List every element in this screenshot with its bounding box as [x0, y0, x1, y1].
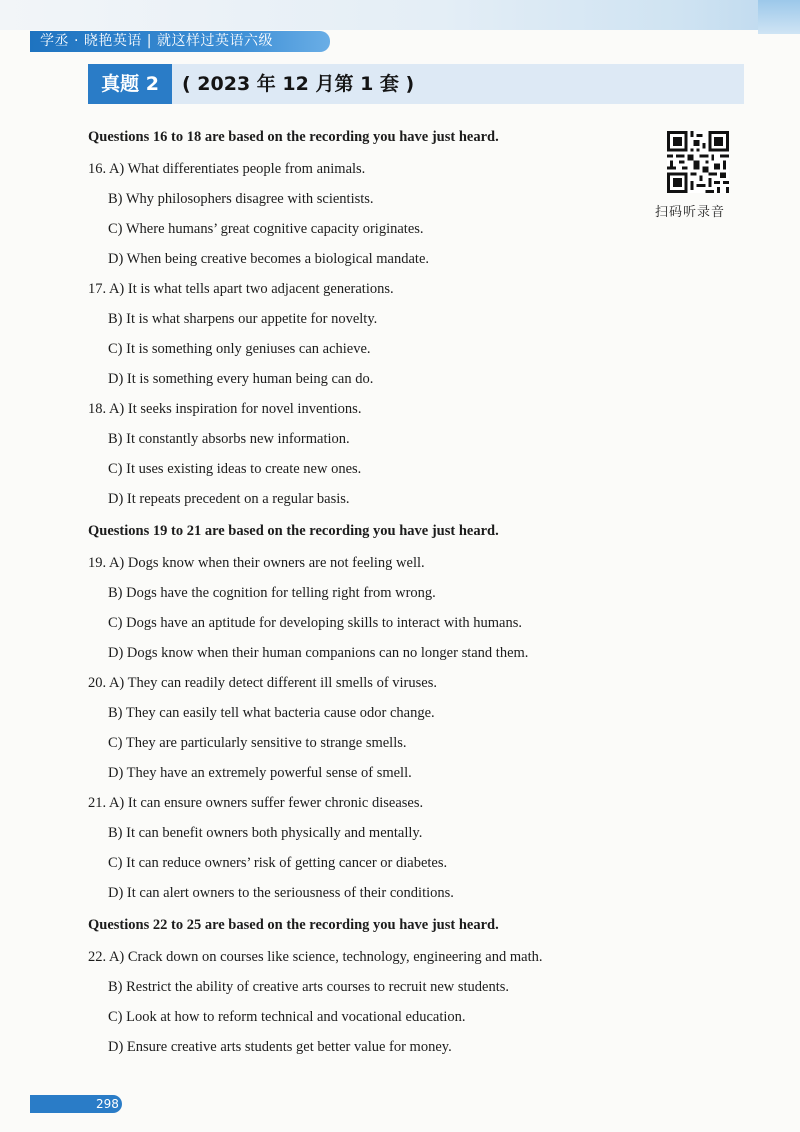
option-line: D) When being creative becomes a biological mandate.	[108, 251, 430, 267]
option-line: C) It can reduce owners’ risk of getting cancer or diabetes.	[108, 855, 448, 871]
title-bar	[88, 64, 744, 104]
option-line: B) Dogs have the cognition for telling right from wrong.	[108, 585, 436, 601]
question-number: 22.	[88, 949, 107, 965]
option-line: B) It can benefit owners both physically and mentally.	[108, 825, 423, 841]
section-heading: Questions 16 to 18 are based on the recording you have just heard.	[88, 129, 499, 145]
question-number: 19.	[88, 555, 107, 571]
option: A) They can readily detect different ill smells of viruses.	[108, 675, 437, 691]
option-line: C) Where humans’ great cognitive capacity originates.	[108, 221, 424, 237]
option-line: D) It repeats precedent on a regular basis.	[108, 491, 350, 507]
exam-subtitle: ( 2023 年 12 月第 1 套 )	[182, 73, 415, 95]
option: A) It is what tells apart two adjacent generations.	[108, 281, 394, 297]
option-line: D) It can alert owners to the seriousness of their conditions.	[108, 885, 454, 901]
option-line	[88, 274, 648, 304]
option: A) Crack down on courses like science, technology, engineering and math.	[108, 949, 543, 965]
option-line	[88, 668, 648, 698]
exam-tag: 真题 2	[88, 64, 172, 104]
option-line: D) Ensure creative arts students get better value for money.	[108, 1039, 452, 1055]
question-number: 16.	[88, 161, 107, 177]
series-banner: 学丞 · 晓艳英语 | 就这样过英语六级	[30, 31, 330, 52]
option: A) It seeks inspiration for novel inventions.	[108, 401, 362, 417]
qr-caption: 扫码听录音	[655, 205, 726, 220]
option-line	[88, 788, 648, 818]
question-number: 17.	[88, 281, 107, 297]
option-line: B) It constantly absorbs new information.	[108, 431, 350, 447]
option-line	[88, 394, 648, 424]
option-line	[88, 942, 648, 972]
option-line	[88, 154, 648, 184]
option: A) Dogs know when their owners are not feeling well.	[108, 555, 425, 571]
option-line: D) They have an extremely powerful sense of smell.	[108, 765, 412, 781]
top-decor-strip	[0, 0, 800, 30]
qr-code-icon	[667, 131, 729, 193]
top-right-decor	[758, 0, 800, 34]
option: A) It can ensure owners suffer fewer chronic diseases.	[108, 795, 424, 811]
section-heading: Questions 22 to 25 are based on the recording you have just heard.	[88, 917, 499, 933]
option-line: B) Restrict the ability of creative arts courses to recruit new students.	[108, 979, 510, 995]
option: A) What differentiates people from animals.	[108, 161, 366, 177]
option-line: D) Dogs know when their human companions can no longer stand them.	[108, 645, 529, 661]
option-line: B) Why philosophers disagree with scientists.	[108, 191, 374, 207]
option-line: C) They are particularly sensitive to strange smells.	[108, 735, 407, 751]
question-number: 21.	[88, 795, 107, 811]
option-line: C) It is something only geniuses can achieve.	[108, 341, 371, 357]
option-line	[88, 548, 648, 578]
option-line: D) It is something every human being can do.	[108, 371, 374, 387]
option-line: B) It is what sharpens our appetite for novelty.	[108, 311, 378, 327]
option-line: C) Dogs have an aptitude for developing skills to interact with humans.	[108, 615, 522, 631]
section-heading: Questions 19 to 21 are based on the recording you have just heard.	[88, 523, 499, 539]
option-line: C) Look at how to reform technical and vocational education.	[108, 1009, 466, 1025]
option-line: C) It uses existing ideas to create new ones.	[108, 461, 362, 477]
option-line: B) They can easily tell what bacteria cause odor change.	[108, 705, 435, 721]
page-number-tab	[30, 1095, 122, 1113]
page-number: 298	[96, 1097, 119, 1111]
question-list	[88, 126, 648, 1062]
question-number: 18.	[88, 401, 107, 417]
question-number: 20.	[88, 675, 107, 691]
